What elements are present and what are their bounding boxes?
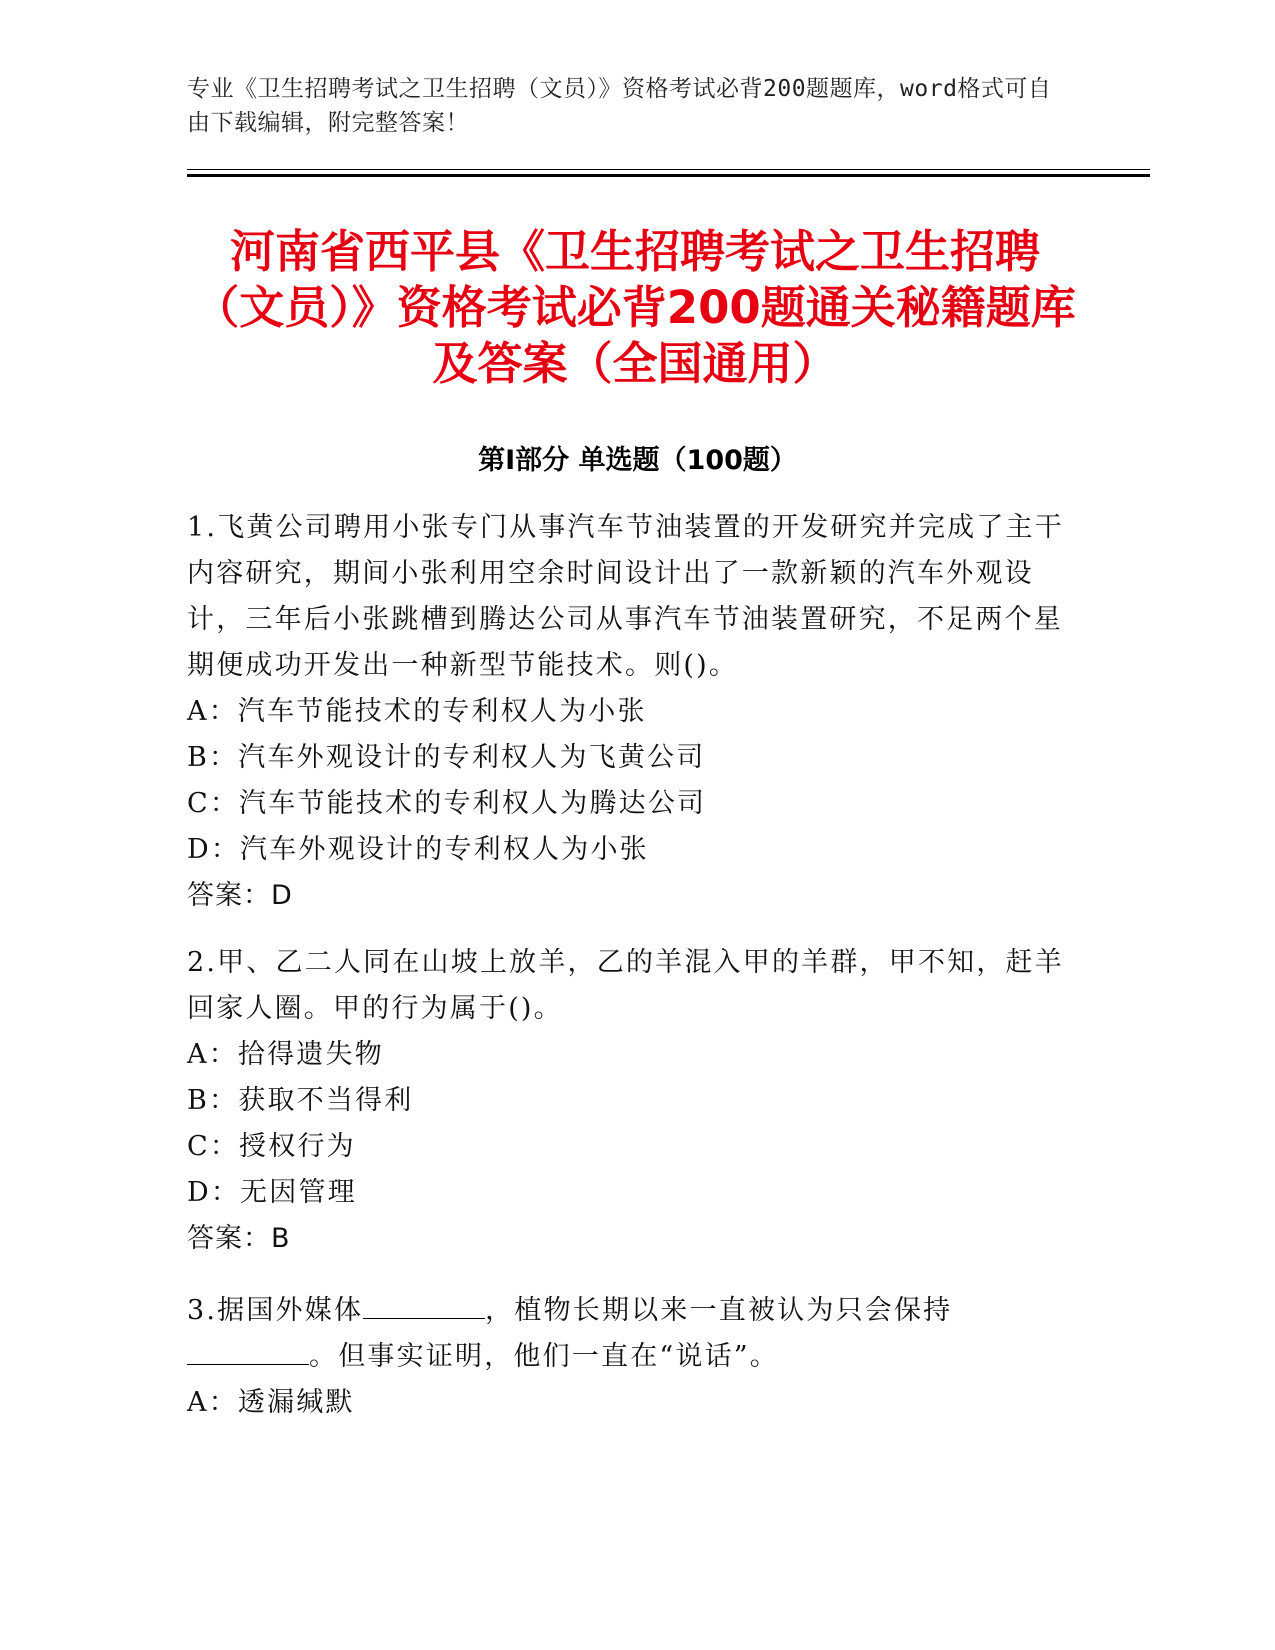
option-b: B：汽车外观设计的专利权人为飞黄公司 xyxy=(187,742,706,773)
option-a: A：拾得遗失物 xyxy=(187,1039,384,1070)
document-title: 河南省西平县《卫生招聘考试之卫生招聘（文员）》资格考试必背200题通关秘籍题库及答案（全国通用） xyxy=(194,225,1076,390)
question-stem xyxy=(187,1288,1067,1380)
option-b: B：获取不当得利 xyxy=(187,1085,414,1116)
question-1 xyxy=(187,505,1067,919)
fill-blank xyxy=(363,1296,485,1319)
fill-blank xyxy=(187,1342,309,1365)
option-d: D：无因管理 xyxy=(187,1177,357,1208)
header-rule-thick xyxy=(187,174,1150,177)
answer: 答案：D xyxy=(187,880,293,911)
option-a: A：透漏缄默 xyxy=(187,1387,355,1418)
header-rule-thin xyxy=(187,169,1150,170)
option-c: C：授权行为 xyxy=(187,1131,356,1162)
option-d: D：汽车外观设计的专利权人为小张 xyxy=(187,834,649,865)
stem-text: ，植物长期以来一直被认为只会保持 xyxy=(485,1295,953,1326)
question-stem: 2.甲、乙二人同在山坡上放羊，乙的羊混入甲的羊群，甲不知，赶羊回家人圈。甲的行为属于()。 xyxy=(187,947,1064,1024)
section-title: 第Ⅰ部分 单选题（100题） xyxy=(478,445,797,476)
question-3 xyxy=(187,1288,1067,1426)
option-c: C：汽车节能技术的专利权人为腾达公司 xyxy=(187,788,707,819)
question-2 xyxy=(187,940,1067,1262)
header-note: 专业《卫生招聘考试之卫生招聘（文员）》资格考试必背200题题库，word格式可自由下载编辑，附完整答案！ xyxy=(187,76,1052,136)
stem-text: 。但事实证明，他们一直在“说话”。 xyxy=(309,1341,780,1372)
question-stem: 1.飞黄公司聘用小张专门从事汽车节油装置的开发研究并完成了主干内容研究，期间小张利用空余时间设计出了一款新颖的汽车外观设计，三年后小张跳槽到腾达公司从事汽车节油装置研究，不足两个星期便成功开发出一种新型节能技术。则()。 xyxy=(187,512,1064,681)
option-a: A：汽车节能技术的专利权人为小张 xyxy=(187,696,647,727)
stem-text: 3.据国外媒体 xyxy=(187,1295,364,1326)
answer: 答案：B xyxy=(187,1223,291,1254)
